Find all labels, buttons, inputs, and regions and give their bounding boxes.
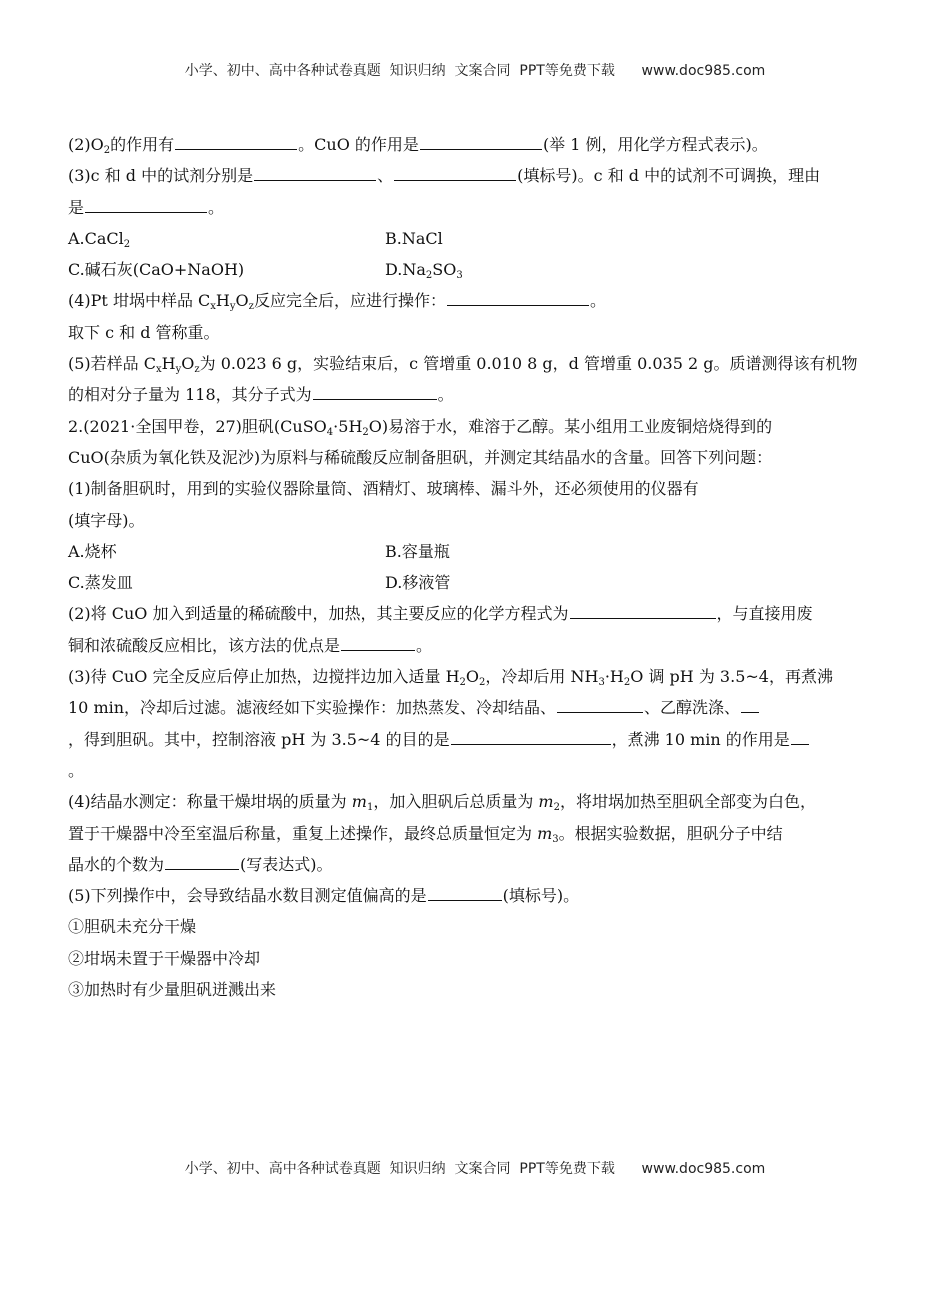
text: ①胆矾未充分干燥 (68, 917, 197, 937)
answer-blank[interactable] (451, 724, 611, 745)
option-c[interactable]: C.蒸发皿 (68, 573, 133, 593)
text: 置于干燥器中冷至室温后称量，重复上述操作，最终总质量恒定为 (68, 823, 538, 843)
answer-blank[interactable] (341, 630, 415, 651)
q3-options-row2 (68, 254, 886, 285)
text: O)易溶于水，难溶于乙醇。某小组用工业废铜焙烧得到的 (368, 416, 773, 436)
p2q3-line2 (68, 692, 886, 723)
p2q1-options-row2 (68, 567, 886, 598)
text: (5)下列操作中，会导致结晶水数目测定值偏高的是 (68, 886, 427, 906)
answer-blank[interactable] (85, 192, 207, 213)
answer-blank[interactable] (557, 692, 643, 713)
p2q4-line3 (68, 849, 886, 880)
text: ，得到胆矾。其中，控制溶液 pH 为 3.5~4 的目的是 (68, 729, 450, 749)
option-c[interactable]: C.碱石灰(CaO+NaOH) (68, 260, 245, 280)
p2q5-option-3 (68, 974, 886, 1005)
answer-blank[interactable] (428, 880, 502, 901)
p2q3-line3 (68, 724, 886, 755)
text: (3)待 CuO 完全反应后停止加热，边搅拌边加入适量 H (68, 667, 460, 687)
text: ，将坩埚加热至胆矾全部变为白色， (559, 792, 816, 812)
page-header: 小学、初中、高中各种试卷真题 知识归纳 文案合同 PPT等免费下载 www.doc985.com (184, 63, 766, 79)
text: 、乙醇洗涤、 (644, 698, 741, 718)
problem2-line1: 2.(2021·全国甲卷，27)胆矾$(CuSO_4\cdot 5H_2O)$易溶于水，难溶于乙醇。某小组用工业废铜焙烧得到的 (68, 416, 773, 438)
text: ③加热时有少量胆矾迸溅出来 (68, 980, 277, 1000)
text: ②坩埚未置于干燥器中冷却 (68, 948, 261, 968)
p2q2-line2 (68, 630, 886, 661)
p2q1-line2 (68, 505, 886, 536)
p2q3-line1: (3)待 CuO 完全反应后停止加热，边搅拌边加入适量 $H_2O_2$，冷却后用 $NH_3\cdot H_2O$ 调 pH 为 3.5~4，再煮沸 (68, 667, 833, 689)
problem2-line2 (68, 442, 886, 473)
text: 。CuO 的作用是 (298, 135, 419, 154)
text: (填字母)。 (68, 510, 145, 530)
answer-blank[interactable] (313, 379, 437, 400)
option-b[interactable]: B.NaCl (385, 228, 443, 248)
answer-blank[interactable] (254, 160, 376, 181)
option-a[interactable]: A.CaCl$_2$ (68, 228, 131, 250)
text: (2)O (68, 135, 104, 154)
option-b[interactable]: B.容量瓶 (385, 541, 450, 561)
answer-blank[interactable] (165, 849, 239, 870)
text: (举 1 例，用化学方程式表示)。 (542, 135, 768, 154)
p2q5-option-1 (68, 911, 886, 942)
text: (5)若样品 C (68, 354, 156, 374)
text: 晶水的个数为 (68, 854, 165, 874)
text: 、 (377, 166, 394, 186)
option-a[interactable]: A.烧杯 (68, 541, 117, 561)
q3-line1 (68, 160, 886, 191)
answer-blank[interactable] (394, 160, 516, 181)
p2q1-line1 (68, 473, 886, 504)
option-d[interactable]: $D.Na_2SO_3$ (385, 260, 463, 282)
q3-line2 (68, 192, 886, 223)
answer-blank[interactable] (420, 129, 542, 150)
text: 反应完全后，应进行操作： (253, 291, 446, 311)
text: 。 (437, 385, 454, 405)
answer-blank[interactable] (447, 285, 589, 306)
q2-line (68, 129, 886, 160)
text: (4)结晶水测定：称量干燥坩埚的质量为 (68, 792, 352, 812)
q5-line1: (5)若样品 $C_xH_yO_z$为 0.023 6 g，实验结束后，c 管增重 0.010 8 g，d 管增重 0.035 2 g。质谱测得该有机物 (68, 354, 858, 376)
subscript: 2 (103, 145, 111, 156)
text: 2.(2021·全国甲卷，27)胆矾(CuSO (68, 416, 327, 436)
text: (写表达式)。 (240, 854, 333, 874)
p2q4-line1: (4)结晶水测定：称量干燥坩埚的质量为 $m_1$，加入胆矾后总质量为 $m_2$，将坩埚加热至胆矾全部变为白色， (68, 792, 816, 814)
text: 。 (208, 197, 225, 217)
text: 铜和浓硫酸反应相比，该方法的优点是 (68, 635, 341, 655)
text: 的作用有 (110, 135, 175, 154)
text: O 调 pH 为 3.5~4，再煮沸 (630, 667, 833, 687)
q4-line2 (68, 317, 886, 348)
p2q2-line1 (68, 598, 886, 629)
text: 的相对分子量为 118，其分子式为 (68, 385, 312, 405)
text: ，煮沸 10 min 的作用是 (611, 729, 790, 749)
p2q4-line2: 置于干燥器中冷至室温后称量，重复上述操作，最终总质量恒定为 $m_3$。根据实验数据，胆矾分子中结 (68, 823, 783, 845)
text: CuO(杂质为氧化铁及泥沙)为原料与稀硫酸反应制备胆矾，并测定其结晶水的含量。回答下列问题： (68, 447, 773, 467)
answer-blank[interactable] (791, 724, 809, 745)
answer-blank[interactable] (570, 598, 716, 619)
p2q1-options-row1 (68, 536, 886, 567)
q3-options-row1 (68, 223, 886, 254)
p2q5-option-2 (68, 943, 886, 974)
text: 取下 c 和 d 管称重。 (68, 322, 220, 342)
text: 。根据实验数据，胆矾分子中结 (558, 823, 783, 843)
q5-line2 (68, 379, 886, 410)
text: (填标号)。 (502, 886, 580, 906)
text: (4)Pt 坩埚中样品 C (68, 291, 211, 311)
text: (3)c 和 d 中的试剂分别是 (68, 166, 254, 186)
exam-content (68, 129, 886, 1005)
page-footer: 小学、初中、高中各种试卷真题 知识归纳 文案合同 PPT等免费下载 www.doc985.com (184, 1161, 766, 1177)
p2q3-line4 (68, 755, 886, 786)
text: 。 (68, 760, 85, 780)
text: ，与直接用废 (716, 604, 813, 624)
text: 。 (416, 635, 433, 655)
option-d[interactable]: D.移液管 (385, 573, 451, 593)
text: 。 (589, 291, 606, 311)
text: (填标号)。c 和 d 中的试剂不可调换，理由 (517, 166, 821, 186)
p2q5-line1 (68, 880, 886, 911)
answer-blank[interactable] (175, 129, 297, 150)
text: 10 min，冷却后过滤。滤液经如下实验操作：加热蒸发、冷却结晶、 (68, 698, 557, 718)
text: 为 0.023 6 g，实验结束后，c 管增重 0.010 8 g，d 管增重 0.035 2 g。质谱测得该有机物 (199, 354, 858, 374)
text: (1)制备胆矾时，用到的实验仪器除量筒、酒精灯、玻璃棒、漏斗外，还必须使用的仪器有 (68, 479, 699, 499)
answer-blank[interactable] (741, 692, 759, 713)
text: (2)将 CuO 加入到适量的稀硫酸中，加热，其主要反应的化学方程式为 (68, 604, 569, 624)
q4-line1: (4)Pt 坩埚中样品 $C_xH_yO_z$反应完全后，应进行操作： 。 (68, 285, 886, 316)
text: 是 (68, 197, 85, 217)
text: ，加入胆矾后总质量为 (373, 792, 539, 812)
